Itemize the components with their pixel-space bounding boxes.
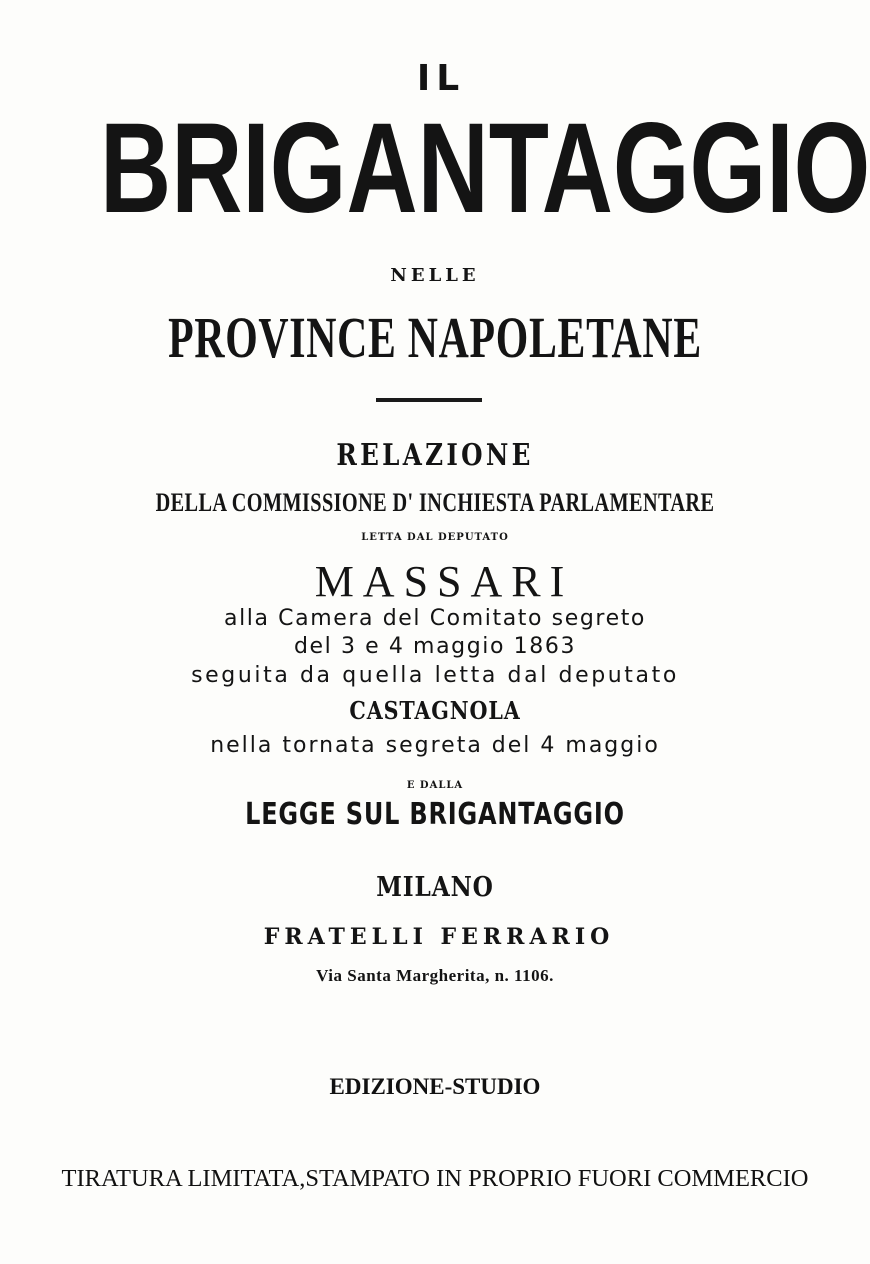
e-dalla: E DALLA [406,780,464,791]
tornata-line: nella tornata segreta del 4 maggio [210,733,660,758]
subtitle: PROVINCE NAPOLETANE [168,305,702,370]
city: MILANO [376,872,494,903]
author-castagnola: CASTAGNOLA [349,696,521,725]
author-massari: MASSARI [314,557,574,606]
date-line: del 3 e 4 maggio 1863 [293,634,577,659]
edition-label: EDIZIONE-STUDIO [329,1074,541,1099]
divider-rule [376,398,482,402]
seguita-line: seguita da quella letta dal deputato [191,663,679,688]
legge-title: LEGGE SUL BRIGANTAGGIO [245,797,625,832]
letta-dal-deputato: LETTA DAL DEPUTATO [361,532,509,543]
limited-print-notice: TIRATURA LIMITATA,STAMPATO IN PROPRIO FUORI COMMERCIO [61,1165,809,1192]
publisher: FRATELLI FERRARIO [263,924,615,950]
commission-line: DELLA COMMISSIONE D' INCHIESTA PARLAMENTARE [155,488,715,517]
relazione-heading: RELAZIONE [336,438,534,473]
publisher-address: Via Santa Margherita, n. 1106. [316,966,554,985]
main-title: BRIGANTAGGIO [100,97,870,240]
title-preposition: NELLE [390,265,480,286]
title-article: IL [416,58,466,99]
camera-line: alla Camera del Comitato segreto [223,606,646,631]
